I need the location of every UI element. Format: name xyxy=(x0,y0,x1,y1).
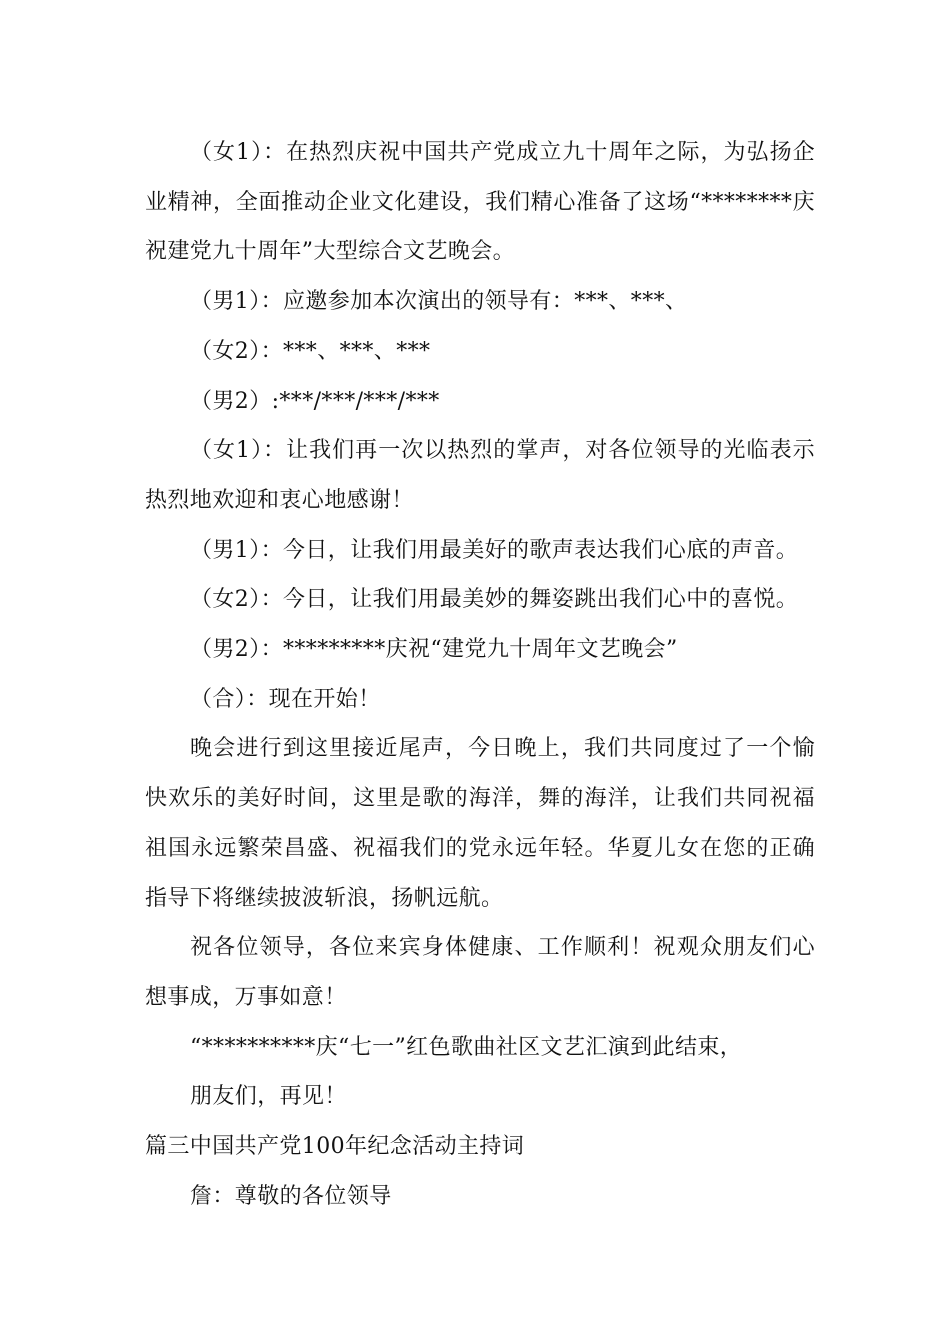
paragraph-start: （合）：现在开始！ xyxy=(190,686,381,712)
paragraph-leaders-2: （女2）：***、***、*** xyxy=(190,338,431,364)
document-body xyxy=(145,128,815,1221)
paragraph-wishes: 祝各位领导，各位来宾身体健康、工作顺利！祝观众朋友们心想事成，万事如意！ xyxy=(145,935,815,1010)
paragraph-end: “**********庆“七一”红色歌曲社区文艺汇演到此结束， xyxy=(190,1034,743,1060)
paragraph-goodbye: 朋友们，再见！ xyxy=(190,1084,347,1110)
paragraph-leaders-3: （男2）:***/***/***/*** xyxy=(190,388,440,414)
paragraph-opening: （女1）：在热烈庆祝中国共产党成立九十周年之际，为弘扬企业精神，全面推动企业文化建设，我们精心准备了这场“********庆祝建党九十周年”大型综合文艺晚会。 xyxy=(145,140,815,265)
section-heading: 篇三中国共产党100年纪念活动主持词 xyxy=(145,1134,525,1160)
paragraph-welcome: （女1）：让我们再一次以热烈的掌声，对各位领导的光临表示热烈地欢迎和衷心地感谢！ xyxy=(145,438,815,513)
paragraph-dance: （女2）：今日，让我们用最美妙的舞姿跳出我们心中的喜悦。 xyxy=(190,587,799,613)
paragraph-leaders-1: （男1）：应邀参加本次演出的领导有：***、***、 xyxy=(190,289,688,315)
paragraph-greeting: 詹：尊敬的各位领导 xyxy=(190,1183,392,1209)
paragraph-closing: 晚会进行到这里接近尾声，今日晚上，我们共同度过了一个愉快欢乐的美好时间，这里是歌的海洋，舞的海洋，让我们共同祝福祖国永远繁荣昌盛、祝福我们的党永远年轻。华夏儿女在您的正确指导下将继续披波斩浪，扬帆远航。 xyxy=(145,736,815,911)
paragraph-celebration: （男2）：*********庆祝“建党九十周年文艺晚会” xyxy=(190,637,678,663)
paragraph-song: （男1）：今日，让我们用最美好的歌声表达我们心底的声音。 xyxy=(190,537,799,563)
